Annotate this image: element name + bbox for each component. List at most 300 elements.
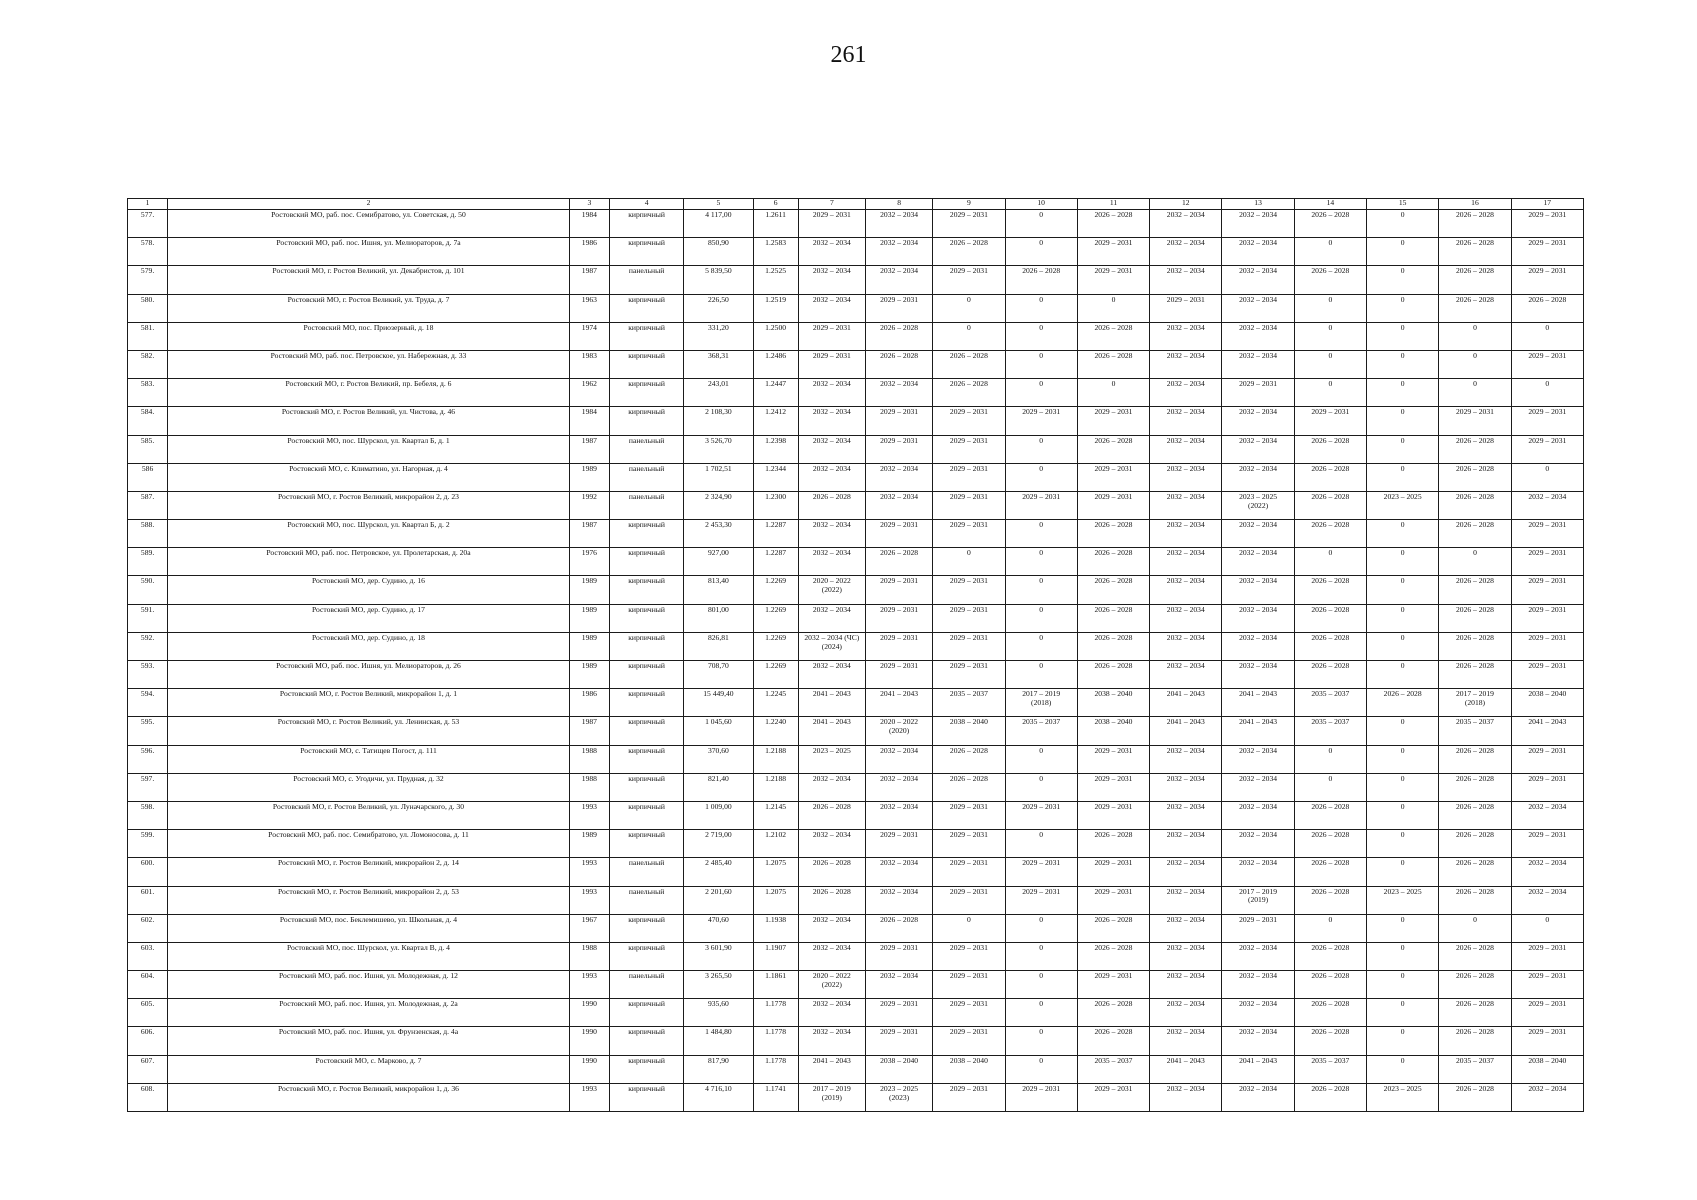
table-cell: 2029 – 2031 [933,886,1005,914]
table-cell: панельный [609,463,683,491]
table-row [128,1055,1584,1083]
address-cell: Ростовский МО, г. Ростов Великий, ул. Ленинская, д. 53 [168,717,570,745]
row-number-cell: 579. [128,266,168,294]
table-cell: 1987 [569,435,609,463]
column-number-13: 13 [1222,199,1294,210]
table-row [128,548,1584,576]
table-cell: 1.2412 [753,407,798,435]
table-cell: 2029 – 2031 [933,463,1005,491]
table-cell: 2029 – 2031 [1511,632,1583,660]
table-cell: 2026 – 2028 [1077,576,1149,604]
table-cell: кирпичный [609,1083,683,1111]
table-cell: 2029 – 2031 [933,407,1005,435]
table-cell: 2041 – 2043 [1511,717,1583,745]
table-cell: 2026 – 2028 [1439,1027,1511,1055]
table-cell: 0 [1294,745,1366,773]
table-cell: кирпичный [609,914,683,942]
table-cell: 2026 – 2028 [1439,238,1511,266]
table-cell: 2023 – 2025 (2022) [1222,491,1294,519]
table-cell: 2032 – 2034 [865,379,932,407]
row-number-cell: 583. [128,379,168,407]
table-cell: 2032 – 2034 [1150,632,1222,660]
table-cell: 1.1778 [753,999,798,1027]
table-cell: 0 [1005,435,1077,463]
table-row [128,886,1584,914]
row-number-cell: 596. [128,745,168,773]
table-cell: 2029 – 2031 [1511,661,1583,689]
table-cell: 2029 – 2031 [1077,971,1149,999]
table-cell: 2032 – 2034 [1222,942,1294,970]
table-cell: 2029 – 2031 [1222,914,1294,942]
table-cell: 2029 – 2031 [1005,801,1077,829]
table-cell: 2026 – 2028 [1077,914,1149,942]
table-row [128,830,1584,858]
table-cell: 2029 – 2031 [933,576,1005,604]
address-cell: Ростовский МО, с. Татищев Погост, д. 111 [168,745,570,773]
table-cell: 2032 – 2034 [1150,745,1222,773]
table-cell: 2029 – 2031 [1511,520,1583,548]
table-cell: 2032 – 2034 [1150,463,1222,491]
table-cell: 2023 – 2025 [798,745,865,773]
table-cell: 2026 – 2028 [1439,801,1511,829]
table-cell: 2029 – 2031 [1005,886,1077,914]
address-cell: Ростовский МО, г. Ростов Великий, микрорайон 1, д. 1 [168,689,570,717]
table-cell: 2026 – 2028 [1294,604,1366,632]
table-cell: 2032 – 2034 [1150,520,1222,548]
column-number-15: 15 [1367,199,1439,210]
table-cell: 0 [1367,350,1439,378]
table-cell: 2032 – 2034 [1150,435,1222,463]
row-number-cell: 600. [128,858,168,886]
table-cell: 2017 – 2019 (2018) [1005,689,1077,717]
column-number-12: 12 [1150,199,1222,210]
table-cell: 2026 – 2028 [1077,999,1149,1027]
table-cell: 2026 – 2028 [798,491,865,519]
table-row [128,520,1584,548]
table-row [128,604,1584,632]
table-cell: 2032 – 2034 [1150,661,1222,689]
table-cell: 2026 – 2028 [865,350,932,378]
table-cell: 2032 – 2034 [1222,773,1294,801]
table-cell: 2026 – 2028 [1294,520,1366,548]
table-cell: 2032 – 2034 [1150,576,1222,604]
table-cell: 1.2583 [753,238,798,266]
table-cell: 1.2344 [753,463,798,491]
row-number-cell: 587. [128,491,168,519]
table-cell: 2029 – 2031 [933,266,1005,294]
table-row [128,379,1584,407]
table-cell: 1.1907 [753,942,798,970]
table-cell: 2026 – 2028 [1294,886,1366,914]
table-cell: 2026 – 2028 [933,379,1005,407]
table-cell: 0 [1294,294,1366,322]
table-row [128,266,1584,294]
table-cell: 2032 – 2034 [798,463,865,491]
table-cell: 2032 – 2034 [1150,238,1222,266]
table-cell: 2032 – 2034 [1150,407,1222,435]
table-row [128,942,1584,970]
table-cell: 2 324,90 [684,491,753,519]
address-cell: Ростовский МО, г. Ростов Великий, ул. Луначарского, д. 30 [168,801,570,829]
table-cell: 0 [933,548,1005,576]
table-cell: 2032 – 2034 [1222,801,1294,829]
table-cell: 2029 – 2031 [1511,576,1583,604]
table-cell: 2029 – 2031 [798,210,865,238]
table-cell: 2029 – 2031 [933,661,1005,689]
table-cell: 1.2500 [753,322,798,350]
table-row [128,350,1584,378]
table-cell: 243,01 [684,379,753,407]
table-cell: 2026 – 2028 [1439,604,1511,632]
table-cell: 2032 – 2034 [1150,858,1222,886]
table-cell: 2029 – 2031 [1511,350,1583,378]
page-number: 261 [830,42,867,68]
row-number-cell: 605. [128,999,168,1027]
table-cell: 2026 – 2028 [1294,632,1366,660]
table-cell: 2026 – 2028 [1294,576,1366,604]
table-cell: 1989 [569,576,609,604]
table-cell: 0 [1439,548,1511,576]
table-cell: 2026 – 2028 [1005,266,1077,294]
address-cell: Ростовский МО, г. Ростов Великий, ул. Труда, д. 7 [168,294,570,322]
table-cell: 2029 – 2031 [1439,407,1511,435]
table-cell: 2029 – 2031 [865,407,932,435]
table-cell: 2032 – 2034 [1150,914,1222,942]
table-cell: 1986 [569,689,609,717]
row-number-cell: 607. [128,1055,168,1083]
row-number-cell: 598. [128,801,168,829]
table-cell: 1989 [569,830,609,858]
table-cell: 2032 – 2034 [798,407,865,435]
row-number-cell: 593. [128,661,168,689]
table-cell: 2 453,30 [684,520,753,548]
table-cell: 2032 – 2034 [865,886,932,914]
table-cell: 2026 – 2028 [933,350,1005,378]
table-cell: 2041 – 2043 [865,689,932,717]
table-cell: кирпичный [609,773,683,801]
table-cell: 2029 – 2031 [1005,858,1077,886]
table-cell: 2032 – 2034 [865,801,932,829]
table-cell: 0 [1439,914,1511,942]
column-number-10: 10 [1005,199,1077,210]
table-cell: 0 [1294,322,1366,350]
table-row [128,576,1584,604]
table-cell: 2029 – 2031 [933,1027,1005,1055]
table-cell: 2026 – 2028 [1294,491,1366,519]
table-cell: 1.1741 [753,1083,798,1111]
table-cell: 2032 – 2034 [1222,576,1294,604]
table-cell: 2026 – 2028 [1077,350,1149,378]
table-cell: 2032 – 2034 [865,745,932,773]
table-cell: 226,50 [684,294,753,322]
table-cell: 2041 – 2043 [1150,689,1222,717]
table-cell: 2026 – 2028 [1294,435,1366,463]
table-cell: 2032 – 2034 [1222,858,1294,886]
table-cell: 1.2188 [753,773,798,801]
table-cell: 2035 – 2037 [1005,717,1077,745]
table-cell: 1.1778 [753,1055,798,1083]
table-cell: 2032 – 2034 [798,548,865,576]
address-cell: Ростовский МО, с. Марково, д. 7 [168,1055,570,1083]
address-cell: Ростовский МО, пос. Приозерный, д. 18 [168,322,570,350]
table-cell: 2032 – 2034 [1222,971,1294,999]
table-cell: 2038 – 2040 [1077,689,1149,717]
table-cell: 1.1778 [753,1027,798,1055]
column-number-7: 7 [798,199,865,210]
table-cell: 2032 – 2034 [1222,830,1294,858]
table-cell: 0 [1005,322,1077,350]
table-cell: 2026 – 2028 [1077,520,1149,548]
table-cell: 2041 – 2043 [1222,717,1294,745]
table-cell: 0 [1005,238,1077,266]
table-cell: панельный [609,971,683,999]
table-cell: 2038 – 2040 [933,1055,1005,1083]
table-cell: 2029 – 2031 [865,604,932,632]
table-cell: 0 [1005,1055,1077,1083]
table-cell: 1962 [569,379,609,407]
column-number-11: 11 [1077,199,1149,210]
table-cell: 2029 – 2031 [1077,266,1149,294]
table-cell: 0 [1367,717,1439,745]
row-number-cell: 597. [128,773,168,801]
table-cell: 1976 [569,548,609,576]
table-cell: 2032 – 2034 [798,379,865,407]
table-cell: 2032 – 2034 [798,914,865,942]
table-cell: 1984 [569,407,609,435]
table-cell: 927,00 [684,548,753,576]
table-cell: 2029 – 2031 [1077,886,1149,914]
table-cell: 1.1938 [753,914,798,942]
table-cell: 935,60 [684,999,753,1027]
table-cell: 2026 – 2028 [1294,999,1366,1027]
table-cell: 1.2269 [753,576,798,604]
table-cell: 0 [1367,548,1439,576]
table-cell: 2029 – 2031 [933,1083,1005,1111]
table-cell: 2032 – 2034 [865,773,932,801]
address-cell: Ростовский МО, дер. Судино, д. 18 [168,632,570,660]
table-cell: 1.2188 [753,745,798,773]
table-cell: 0 [1511,379,1583,407]
table-cell: кирпичный [609,689,683,717]
table-cell: 1984 [569,210,609,238]
address-cell: Ростовский МО, пос. Шурскол, ул. Квартал Б, д. 1 [168,435,570,463]
table-cell: 1967 [569,914,609,942]
table-row [128,407,1584,435]
table-cell: 2026 – 2028 [1439,266,1511,294]
table-row [128,745,1584,773]
table-cell: 2017 – 2019 (2019) [798,1083,865,1111]
table-cell: 2023 – 2025 (2023) [865,1083,932,1111]
table-cell: 0 [1005,745,1077,773]
table-cell: 2029 – 2031 [1077,858,1149,886]
table-cell: 2026 – 2028 [1294,210,1366,238]
table-cell: 1992 [569,491,609,519]
table-cell: 2038 – 2040 [933,717,1005,745]
table-row [128,491,1584,519]
table-cell: 2032 – 2034 [1511,858,1583,886]
table-cell: 0 [1367,1027,1439,1055]
table-cell: 2026 – 2028 [1077,548,1149,576]
table-cell: 2032 – 2034 [1222,322,1294,350]
table-cell: панельный [609,886,683,914]
table-cell: 2032 – 2034 [798,294,865,322]
row-number-cell: 599. [128,830,168,858]
table-cell: 1.2245 [753,689,798,717]
table-cell: 2032 – 2034 [798,266,865,294]
address-cell: Ростовский МО, раб. пос. Семибратово, ул. Советская, д. 50 [168,210,570,238]
table-cell: 2029 – 2031 [933,942,1005,970]
table-cell: 1.2269 [753,632,798,660]
table-cell: 2032 – 2034 [865,238,932,266]
table-cell: 1.2287 [753,548,798,576]
row-number-cell: 581. [128,322,168,350]
table-cell: 1.2447 [753,379,798,407]
table-cell: 2029 – 2031 [1511,604,1583,632]
table-cell: 368,31 [684,350,753,378]
table-cell: кирпичный [609,632,683,660]
table-cell: 2038 – 2040 [1077,717,1149,745]
table-cell: 2029 – 2031 [1077,773,1149,801]
table-cell: кирпичный [609,942,683,970]
table-cell: 2032 – 2034 [1150,548,1222,576]
table-cell: 0 [1511,463,1583,491]
table-cell: 2032 – 2034 [798,604,865,632]
table-cell: 0 [1511,914,1583,942]
address-cell: Ростовский МО, г. Ростов Великий, ул. Чистова, д. 46 [168,407,570,435]
table-cell: 2041 – 2043 [798,1055,865,1083]
table-cell: 5 839,50 [684,266,753,294]
table-cell: 3 526,70 [684,435,753,463]
table-cell: 0 [1005,463,1077,491]
table-cell: 2026 – 2028 [1439,661,1511,689]
table-cell: 0 [1077,379,1149,407]
row-number-cell: 601. [128,886,168,914]
row-number-cell: 589. [128,548,168,576]
table-cell: 2029 – 2031 [1511,942,1583,970]
table-cell: 2 108,30 [684,407,753,435]
table-cell: 1.1861 [753,971,798,999]
table-cell: 2029 – 2031 [1150,294,1222,322]
table-cell: 2026 – 2028 [798,801,865,829]
table-cell: 2026 – 2028 [1294,266,1366,294]
table-cell: 2032 – 2034 [1511,1083,1583,1111]
table-cell: 0 [1367,801,1439,829]
table-cell: 4 117,00 [684,210,753,238]
table-cell: 2032 – 2034 [1150,1083,1222,1111]
table-cell: 0 [1005,942,1077,970]
address-cell: Ростовский МО, раб. пос. Петровское, ул. Пролетарская, д. 20а [168,548,570,576]
table-cell: 2026 – 2028 [865,322,932,350]
table-cell: 0 [1005,210,1077,238]
table-row [128,238,1584,266]
table-cell: 2032 – 2034 [1222,210,1294,238]
table-cell: 1989 [569,632,609,660]
table-cell: 2041 – 2043 [798,717,865,745]
table-cell: 1993 [569,886,609,914]
table-cell: 2032 – 2034 [798,238,865,266]
table-cell: 2035 – 2037 [1294,689,1366,717]
address-cell: Ростовский МО, раб. пос. Ишня, ул. Молодежная, д. 12 [168,971,570,999]
table-cell: 2029 – 2031 [933,632,1005,660]
table-cell: панельный [609,435,683,463]
row-number-cell: 595. [128,717,168,745]
table-cell: 0 [1367,379,1439,407]
table-cell: 1.2269 [753,661,798,689]
table-cell: 2029 – 2031 [1294,407,1366,435]
table-cell: 2032 – 2034 (ЧС) (2024) [798,632,865,660]
column-number-2: 2 [168,199,570,210]
table-cell: 2026 – 2028 [1077,942,1149,970]
table-cell: 2035 – 2037 [1439,717,1511,745]
table-cell: панельный [609,266,683,294]
table-cell: 2029 – 2031 [933,520,1005,548]
table-cell: 2026 – 2028 [1294,858,1366,886]
column-number-3: 3 [569,199,609,210]
table-cell: 4 716,10 [684,1083,753,1111]
table-cell: 2041 – 2043 [1150,717,1222,745]
table-cell: 708,70 [684,661,753,689]
table-cell: кирпичный [609,830,683,858]
table-cell: 2032 – 2034 [1222,463,1294,491]
table-cell: 2026 – 2028 [1511,294,1583,322]
table-cell: 0 [1077,294,1149,322]
table-row [128,435,1584,463]
table-cell: 821,40 [684,773,753,801]
table-cell: 0 [1005,379,1077,407]
table-cell: 2026 – 2028 [1077,1027,1149,1055]
table-cell: 2032 – 2034 [798,830,865,858]
table-cell: панельный [609,491,683,519]
table-cell: 2026 – 2028 [1294,830,1366,858]
table-cell: 1993 [569,801,609,829]
table-cell: 1.2102 [753,830,798,858]
table-cell: 1989 [569,463,609,491]
table-cell: 1.2287 [753,520,798,548]
table-cell: 0 [1367,266,1439,294]
table-cell: 1989 [569,661,609,689]
table-cell: кирпичный [609,999,683,1027]
row-number-cell: 578. [128,238,168,266]
table-cell: 2029 – 2031 [933,830,1005,858]
table-cell: 2035 – 2037 [1439,1055,1511,1083]
address-cell: Ростовский МО, г. Ростов Великий, микрорайон 2, д. 23 [168,491,570,519]
table-cell: 2 485,40 [684,858,753,886]
table-body [128,210,1584,1112]
table-cell: 0 [1367,294,1439,322]
row-number-cell: 582. [128,350,168,378]
table-cell: 2023 – 2025 [1367,491,1439,519]
table-cell: 0 [1367,238,1439,266]
table-cell: 1.2145 [753,801,798,829]
table-cell: 1990 [569,1055,609,1083]
row-number-cell: 592. [128,632,168,660]
table-cell: 15 449,40 [684,689,753,717]
table-cell: 1.2300 [753,491,798,519]
table-cell: 2032 – 2034 [798,999,865,1027]
table-cell: 0 [1294,238,1366,266]
table-cell: панельный [609,858,683,886]
table-cell: 2032 – 2034 [865,210,932,238]
table-cell: 0 [1367,745,1439,773]
table-cell: 2032 – 2034 [1222,350,1294,378]
table-cell: 2026 – 2028 [1439,210,1511,238]
table-cell: 2032 – 2034 [1222,1083,1294,1111]
table-cell: 2026 – 2028 [798,858,865,886]
table-cell: 1983 [569,350,609,378]
table-cell: 2032 – 2034 [1150,1027,1222,1055]
table-row [128,632,1584,660]
table-cell: 2032 – 2034 [1222,745,1294,773]
